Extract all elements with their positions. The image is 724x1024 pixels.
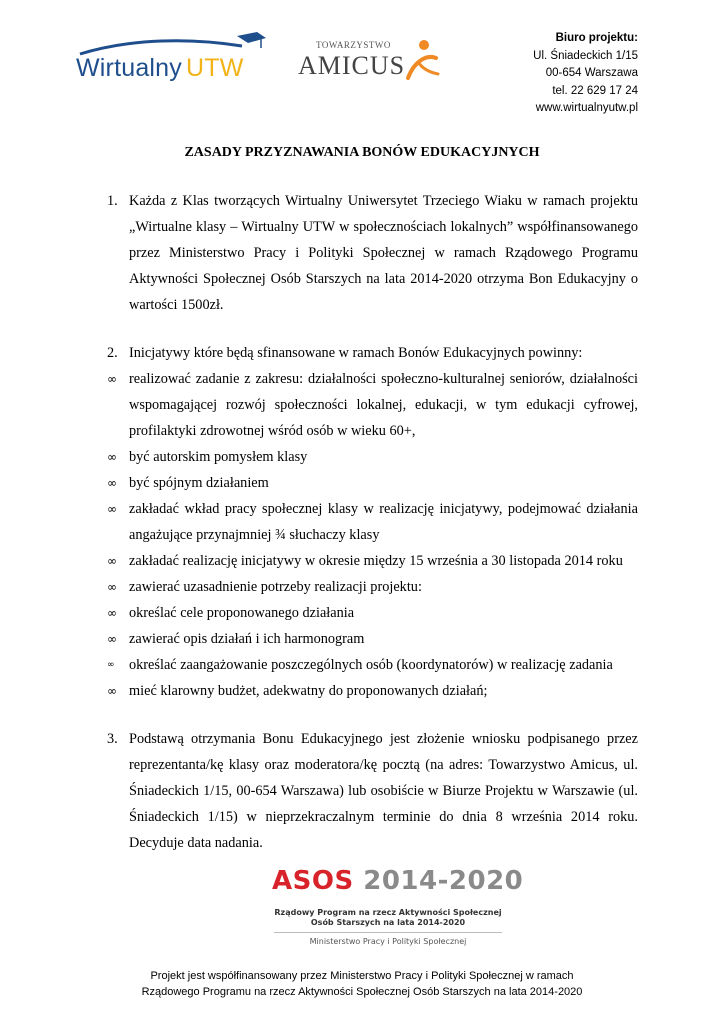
bullet-infinity-icon: ∞	[107, 554, 117, 568]
bullet-text: zakładać realizację inicjatywy w okresie między 15 września a 30 listopada 2014 roku	[129, 553, 623, 569]
office-phone: tel. 22 629 17 24	[552, 84, 638, 97]
bullet-infinity-icon: ∞	[107, 660, 115, 670]
bullet-infinity-icon: ∞	[107, 632, 117, 646]
bullet-item	[107, 626, 638, 652]
bullet-text: zawierać uzasadnienie potrzeby realizacji projektu:	[129, 579, 422, 595]
document-title: ZASADY PRZYZNAWANIA BONÓW EDUKACYJNYCH	[184, 145, 540, 160]
bullet-infinity-icon: ∞	[107, 372, 117, 386]
bullet-text: być autorskim pomysłem klasy	[129, 449, 308, 465]
asos-logo: ASOS 2014-2020 Rządowy Program na rzecz Aktywności Społecznej Osób Starszych na lata 2014-2020 Ministerstwo Pracy i Polityki Społecznej	[268, 866, 508, 956]
bullet-text: realizować zadanie z zakresu: działalności społeczno-kulturalnej seniorów, działalności wspomagającej rozwój społeczności lokalnej, edukacji, w tym edukacji cyfrowej, profilaktyki zdrowotnej wśród osób w wieku 60+,	[129, 371, 638, 439]
bullet-infinity-icon: ∞	[107, 502, 117, 516]
rule-3: 3. Podstawą otrzymania Bonu Edukacyjnego jest złożenie wniosku podpisanego przez reprezentanta/kę klasy oraz moderatora/kę pocztą (na adres: Towarzystwo Amicus, ul. Śniadeckich 1/15, 00-654 Warszawa) lub osobiście w Biurze Projektu w Warszawie (ul. Śniadeckich 1/15) w nieprzekraczalnym terminie do dnia 8 września 2014 roku. Decyduje data nadania.	[107, 731, 638, 851]
office-website: www.wirtualnyutw.pl	[535, 102, 638, 114]
bullet-infinity-icon: ∞	[107, 684, 117, 698]
bullet-item	[107, 470, 638, 496]
bullet-item	[107, 600, 638, 626]
rule-2-bullet-list	[107, 366, 638, 704]
asos-ministry: Ministerstwo Pracy i Polityki Społecznej	[309, 937, 467, 946]
bullet-text: określać cele proponowanego działania	[129, 605, 355, 621]
office-title: Biuro projektu:	[555, 32, 638, 44]
asos-divider	[274, 932, 502, 933]
asos-name: ASOS	[272, 866, 354, 896]
bullet-infinity-icon: ∞	[107, 580, 117, 594]
office-street: Ul. Śniadeckich 1/15	[533, 49, 638, 62]
bullet-infinity-icon: ∞	[107, 606, 117, 620]
bullet-item	[107, 652, 638, 678]
document-body	[107, 188, 638, 856]
bullet-item	[107, 444, 638, 470]
bullet-text: mieć klarowny budżet, adekwatny do proponowanych działań;	[129, 683, 488, 699]
bullet-infinity-icon: ∞	[107, 476, 117, 490]
rule-2: 2. Inicjatywy które będą sfinansowane w ramach Bonów Edukacyjnych powinny:	[107, 345, 583, 361]
header-logos	[72, 28, 472, 88]
bullet-item	[107, 366, 638, 444]
amicus-figure-icon	[404, 38, 440, 82]
bullet-text: być spójnym działaniem	[129, 475, 269, 491]
bullet-item	[107, 496, 638, 548]
bullet-item	[107, 574, 638, 600]
bullet-text: określać zaangażowanie poszczególnych osób (koordynatorów) w realizację zadania	[129, 657, 613, 673]
bullet-item	[107, 678, 638, 704]
amicus-logo: TOWARZYSTWO AMICUS	[296, 38, 441, 88]
asos-years: 2014-2020	[363, 866, 524, 896]
bullet-text: zawierać opis działań i ich harmonogram	[129, 631, 365, 647]
bullet-text: zakładać wkład pracy społecznej klasy w realizację inicjatywy, podejmować działania angażujące przynajmniej ¾ słuchaczy klasy	[129, 501, 638, 543]
footer-note: Projekt jest współfinansowany przez Ministerstwo Pracy i Polityki Społecznej w ramach Rządowego Programu na rzecz Aktywności Społecznej Osób Starszych na lata 2014-2020	[141, 970, 583, 998]
office-city: 00-654 Warszawa	[545, 67, 638, 79]
project-office-address	[533, 30, 638, 118]
bullet-item	[107, 548, 638, 574]
rule-1: 1. Każda z Klas tworzących Wirtualny Uniwersytet Trzeciego Wiaku w ramach projektu „Wirtualne klasy – Wirtualny UTW w społecznościach lokalnych” współfinansowanego przez Ministerstwo Pracy i Polityki Społecznej w ramach Rządowego Programu Aktywności Społecznej Osób Starszych na lata 2014-2020 otrzyma Bon Edukacyjny o wartości 1500zł.	[107, 193, 638, 313]
bullet-infinity-icon: ∞	[107, 450, 117, 464]
wirtualny-utw-logo: Wirtualny UTW	[72, 32, 267, 84]
